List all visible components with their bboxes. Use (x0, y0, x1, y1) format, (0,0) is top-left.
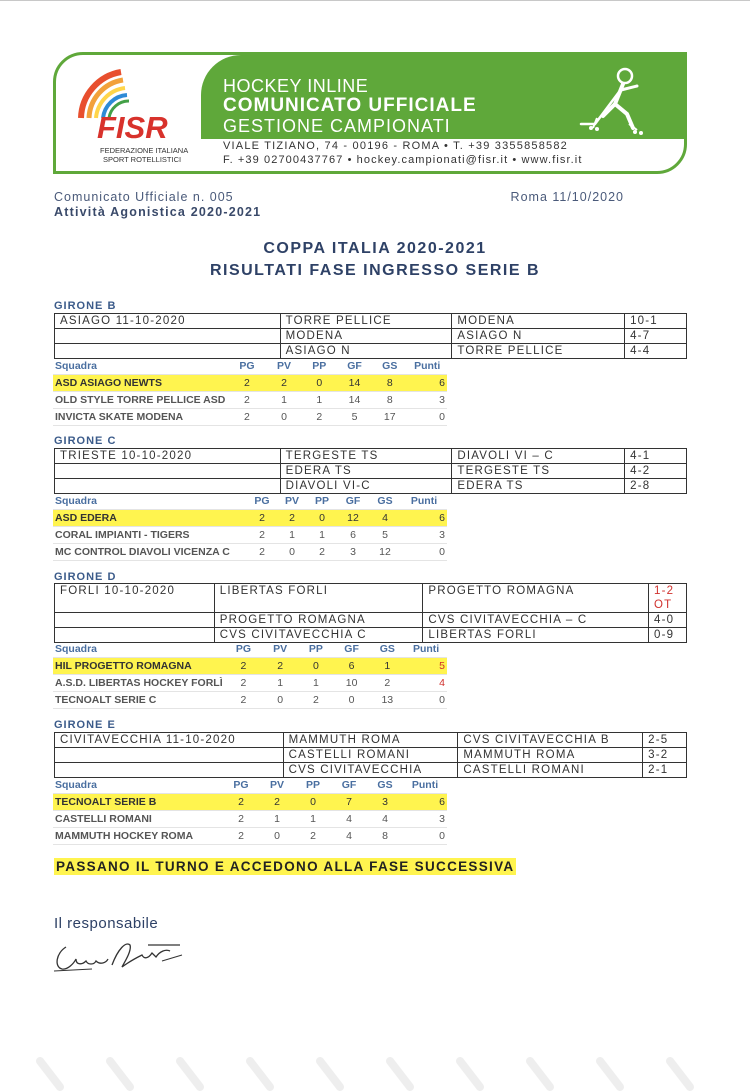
result-venue: ASIAGO 11-10-2020 (55, 314, 281, 329)
stat-pp: 0 (302, 375, 337, 392)
col-squadra: Squadra (53, 641, 225, 658)
standings-header (53, 641, 447, 658)
result-row (55, 344, 687, 359)
result-home: CVS CIVITAVECCHIA C (214, 628, 423, 643)
result-away: MAMMUTH ROMA (458, 748, 643, 763)
col-punti: Punti (401, 493, 447, 510)
stat-pv: 2 (259, 794, 295, 811)
stat-pv: 1 (259, 811, 295, 828)
stat-pv: 0 (262, 692, 298, 709)
stat-punti: 5 (405, 658, 447, 675)
stat-gf: 12 (337, 510, 369, 527)
svg-text:FISR: FISR (97, 110, 168, 145)
stat-gf: 3 (337, 544, 369, 561)
document-info (54, 190, 626, 204)
stat-gs: 17 (372, 409, 407, 426)
stat-gf: 4 (331, 828, 367, 845)
result-venue (55, 329, 281, 344)
standings-row (53, 675, 447, 692)
stat-pg: 2 (225, 658, 263, 675)
result-row (55, 763, 687, 778)
result-home: DIAVOLI VI-C (280, 479, 452, 494)
stat-pp: 1 (307, 527, 337, 544)
result-score: 2-1 (643, 763, 687, 778)
result-row (55, 329, 687, 344)
result-away: TERGESTE TS (452, 464, 625, 479)
svg-text:SPORT ROTELLISTICI: SPORT ROTELLISTICI (103, 155, 182, 164)
stat-pv: 2 (266, 375, 301, 392)
stat-gf: 0 (334, 692, 370, 709)
stat-punti: 0 (401, 544, 447, 561)
result-row (55, 479, 687, 494)
team-name: ASD EDERA (53, 510, 247, 527)
stat-pp: 2 (295, 828, 331, 845)
standings-row (53, 692, 447, 709)
result-away: DIAVOLI VI – C (452, 449, 625, 464)
result-home: MAMMUTH ROMA (283, 733, 458, 748)
result-row (55, 464, 687, 479)
stat-gf: 6 (337, 527, 369, 544)
col-gf: GF (337, 358, 372, 375)
result-score: 0-9 (649, 628, 687, 643)
result-row (55, 733, 687, 748)
stat-punti: 6 (407, 375, 447, 392)
stat-pv: 2 (277, 510, 307, 527)
result-away: EDERA TS (452, 479, 625, 494)
standings-header (53, 777, 447, 794)
standings-table (53, 777, 447, 845)
col-gf: GF (334, 641, 370, 658)
results-table (54, 583, 687, 643)
col-pg: PG (247, 493, 277, 510)
col-pp: PP (295, 777, 331, 794)
col-gf: GF (331, 777, 367, 794)
standings-row (53, 409, 447, 426)
document-date: Roma 11/10/2020 (510, 190, 624, 204)
standings-header (53, 358, 447, 375)
standings-row (53, 811, 447, 828)
result-away: TORRE PELLICE (452, 344, 625, 359)
stat-pg: 2 (225, 675, 263, 692)
team-name: CORAL IMPIANTI - TIGERS (53, 527, 247, 544)
result-venue (55, 613, 215, 628)
svg-text:FEDERAZIONE ITALIANA: FEDERAZIONE ITALIANA (100, 146, 189, 155)
letterhead (53, 52, 687, 174)
hockey-player-icon (573, 64, 653, 136)
results-table (54, 448, 687, 494)
result-row (55, 449, 687, 464)
result-venue (55, 344, 281, 359)
result-score: 4-2 (625, 464, 687, 479)
results-table (54, 313, 687, 359)
stat-gs: 8 (372, 392, 407, 409)
team-name: ASD ASIAGO NEWTS (53, 375, 227, 392)
comunicato-number: Comunicato Ufficiale n. 005 (54, 190, 234, 204)
result-score: 4-1 (625, 449, 687, 464)
stat-punti: 4 (405, 675, 447, 692)
standings-header (53, 493, 447, 510)
page-subtitle: RISULTATI FASE INGRESSO SERIE B (209, 262, 541, 279)
team-name: TECNOALT SERIE C (53, 692, 225, 709)
result-venue (55, 464, 281, 479)
result-venue (55, 479, 281, 494)
stat-pp: 2 (302, 409, 337, 426)
header-line-hockey: HOCKEY INLINE (223, 76, 369, 96)
standings-table (53, 358, 447, 426)
col-pg: PG (227, 358, 266, 375)
stat-pg: 2 (247, 527, 277, 544)
stat-pg: 2 (247, 544, 277, 561)
result-away: CVS CIVITAVECCHIA – C (423, 613, 649, 628)
stat-pp: 2 (298, 692, 334, 709)
result-home: MODENA (280, 329, 452, 344)
col-squadra: Squadra (53, 358, 227, 375)
results-table (54, 732, 687, 778)
standings-row (53, 527, 447, 544)
stat-gs: 1 (369, 658, 405, 675)
result-home: CVS CIVITAVECCHIA (283, 763, 458, 778)
qualification-note: PASSANO IL TURNO E ACCEDONO ALLA FASE SUCCESSIVA (56, 859, 515, 874)
result-row (55, 314, 687, 329)
stat-gf: 14 (337, 392, 372, 409)
stat-pv: 2 (262, 658, 298, 675)
result-home: PROGETTO ROMAGNA (214, 613, 423, 628)
col-gs: GS (369, 641, 405, 658)
result-home: CASTELLI ROMANI (283, 748, 458, 763)
stat-pv: 1 (277, 527, 307, 544)
stat-punti: 3 (401, 527, 447, 544)
stat-pg: 2 (247, 510, 277, 527)
activity-season: Attività Agonistica 2020-2021 (54, 205, 262, 219)
stat-pv: 0 (259, 828, 295, 845)
standings-row (53, 828, 447, 845)
team-name: HIL PROGETTO ROMAGNA (53, 658, 225, 675)
col-gf: GF (337, 493, 369, 510)
result-home: TERGESTE TS (280, 449, 452, 464)
result-venue (55, 763, 284, 778)
stat-gs: 12 (369, 544, 401, 561)
col-pp: PP (302, 358, 337, 375)
result-score: 4-4 (625, 344, 687, 359)
page-watermark (0, 1055, 750, 1091)
stat-gf: 6 (334, 658, 370, 675)
stat-gs: 4 (369, 510, 401, 527)
stat-gf: 7 (331, 794, 367, 811)
stat-gf: 10 (334, 675, 370, 692)
stat-pg: 2 (227, 409, 266, 426)
standings-row-qualified (53, 510, 447, 527)
result-away: LIBERTAS FORLI (423, 628, 649, 643)
result-away: PROGETTO ROMAGNA (423, 584, 649, 613)
result-away: CVS CIVITAVECCHIA B (458, 733, 643, 748)
stat-punti: 3 (407, 392, 447, 409)
girone-heading: GIRONE B (54, 300, 117, 312)
stat-pg: 2 (227, 375, 266, 392)
stat-punti: 3 (403, 811, 447, 828)
result-score: 10-1 (625, 314, 687, 329)
result-score-overtime: OT (654, 599, 673, 611)
handwritten-signature (52, 935, 187, 975)
result-row (55, 584, 687, 613)
stat-pp: 2 (307, 544, 337, 561)
standings-row-qualified (53, 794, 447, 811)
team-name: INVICTA SKATE MODENA (53, 409, 227, 426)
col-pv: PV (266, 358, 301, 375)
standings-row (53, 544, 447, 561)
col-pv: PV (262, 641, 298, 658)
stat-pg: 2 (223, 828, 259, 845)
stat-pv: 1 (266, 392, 301, 409)
page-title: COPPA ITALIA 2020-2021 (263, 240, 487, 257)
stat-pv: 0 (277, 544, 307, 561)
header-contacts: F. +39 02700437767 • hockey.campionati@fisr.it • www.fisr.it (223, 154, 583, 166)
page-top-rule (0, 0, 750, 1)
stat-punti: 0 (403, 828, 447, 845)
stat-gs: 13 (369, 692, 405, 709)
stat-gf: 4 (331, 811, 367, 828)
col-pg: PG (225, 641, 263, 658)
col-squadra: Squadra (53, 493, 247, 510)
team-name: OLD STYLE TORRE PELLICE ASD (53, 392, 227, 409)
standings-table (53, 493, 447, 561)
girone-heading: GIRONE C (54, 435, 117, 447)
stat-gs: 8 (367, 828, 403, 845)
result-score: 4-0 (649, 613, 687, 628)
result-venue (55, 748, 284, 763)
signatory-label: Il responsabile (54, 915, 159, 932)
result-score: 3-2 (643, 748, 687, 763)
stat-pv: 0 (266, 409, 301, 426)
result-venue: CIVITAVECCHIA 11-10-2020 (55, 733, 284, 748)
stat-pp: 1 (295, 811, 331, 828)
stat-gf: 5 (337, 409, 372, 426)
result-score: 2-8 (625, 479, 687, 494)
stat-pp: 1 (298, 675, 334, 692)
result-venue: TRIESTE 10-10-2020 (55, 449, 281, 464)
col-pv: PV (259, 777, 295, 794)
result-away: ASIAGO N (452, 329, 625, 344)
col-pp: PP (298, 641, 334, 658)
team-name: CASTELLI ROMANI (53, 811, 223, 828)
stat-gs: 2 (369, 675, 405, 692)
col-pp: PP (307, 493, 337, 510)
stat-pp: 0 (307, 510, 337, 527)
stat-gs: 3 (367, 794, 403, 811)
stat-punti: 6 (403, 794, 447, 811)
stat-gs: 8 (372, 375, 407, 392)
col-gs: GS (367, 777, 403, 794)
result-row (55, 613, 687, 628)
stat-punti: 0 (407, 409, 447, 426)
result-score-value: 1-2 (654, 585, 675, 597)
stat-pg: 2 (223, 794, 259, 811)
stat-punti: 0 (405, 692, 447, 709)
stat-gs: 4 (367, 811, 403, 828)
result-row (55, 748, 687, 763)
stat-pg: 2 (223, 811, 259, 828)
header-line-comunicato: COMUNICATO UFFICIALE (223, 95, 477, 116)
col-punti: Punti (405, 641, 447, 658)
girone-heading: GIRONE E (54, 719, 116, 731)
col-pv: PV (277, 493, 307, 510)
standings-row-qualified (53, 658, 447, 675)
standings-row (53, 392, 447, 409)
col-punti: Punti (407, 358, 447, 375)
standings-table (53, 641, 447, 709)
result-home: EDERA TS (280, 464, 452, 479)
team-name: MC CONTROL DIAVOLI VICENZA C (53, 544, 247, 561)
col-gs: GS (372, 358, 407, 375)
fisr-logo (63, 58, 203, 170)
result-score: 4-7 (625, 329, 687, 344)
col-punti: Punti (403, 777, 447, 794)
stat-pv: 1 (262, 675, 298, 692)
standings-row-qualified (53, 375, 447, 392)
stat-gf: 14 (337, 375, 372, 392)
header-address: VIALE TIZIANO, 74 - 00196 - ROMA • T. +39 3355858582 (223, 140, 568, 152)
stat-pp: 0 (298, 658, 334, 675)
stat-gs: 5 (369, 527, 401, 544)
stat-pg: 2 (227, 392, 266, 409)
stat-pp: 1 (302, 392, 337, 409)
result-venue: FORLI 10-10-2020 (55, 584, 215, 613)
col-gs: GS (369, 493, 401, 510)
team-name: TECNOALT SERIE B (53, 794, 223, 811)
team-name: MAMMUTH HOCKEY ROMA (53, 828, 223, 845)
result-home: TORRE PELLICE (280, 314, 452, 329)
stat-punti: 6 (401, 510, 447, 527)
result-away: CASTELLI ROMANI (458, 763, 643, 778)
stat-pg: 2 (225, 692, 263, 709)
result-home: LIBERTAS FORLI (214, 584, 423, 613)
girone-heading: GIRONE D (54, 571, 117, 583)
col-squadra: Squadra (53, 777, 223, 794)
col-pg: PG (223, 777, 259, 794)
result-away: MODENA (452, 314, 625, 329)
result-score: 2-5 (643, 733, 687, 748)
stat-pp: 0 (295, 794, 331, 811)
result-home: ASIAGO N (280, 344, 452, 359)
header-line-gestione: GESTIONE CAMPIONATI (223, 116, 451, 136)
team-name: A.S.D. LIBERTAS HOCKEY FORLÌ (53, 675, 225, 692)
result-score (649, 584, 687, 613)
